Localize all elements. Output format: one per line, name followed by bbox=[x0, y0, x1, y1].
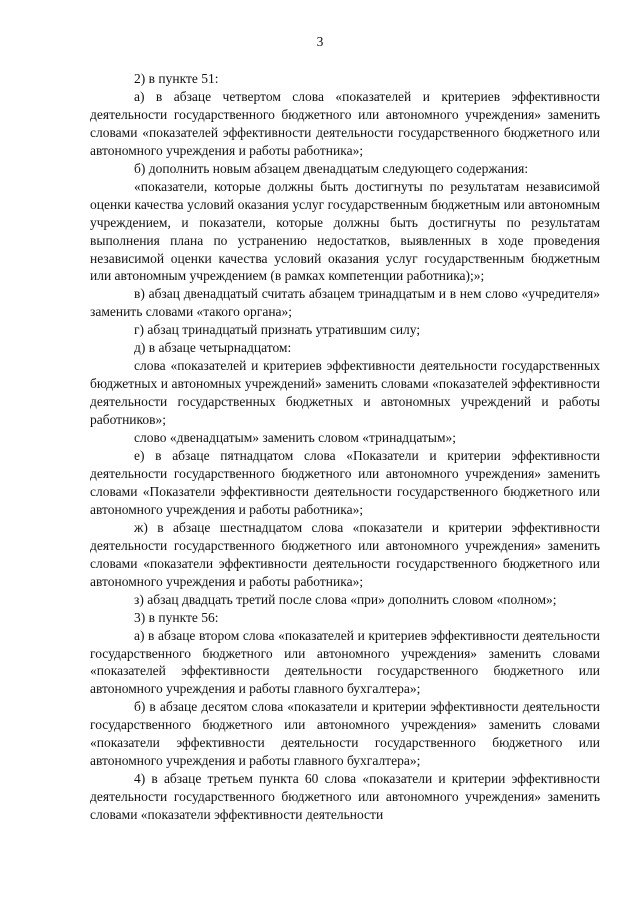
paragraph-subitem-g: г) абзац тринадцатый признать утратившим силу; bbox=[134, 322, 421, 338]
paragraph-subitem-z: з) абзац двадцать третий после слова «при» дополнить словом «полном»; bbox=[134, 591, 557, 607]
paragraph-subitem-a: а) в абзаце четвертом слова «показателей и критериев эффективности деятельности государственного бюджетного или автономного учреждения» заменить словами «показателей эффективности деятельности государственного бюджетного или автономного учреждения и работы работника»; bbox=[90, 88, 600, 158]
paragraph-word-replace: слово «двенадцатым» заменить словом «тринадцатым»; bbox=[134, 430, 457, 446]
paragraph-quoted-insert: «показатели, которые должны быть достигнуты по результатам независимой оценки качества условий оказания услуг государственным бюджетным или автономным учреждением, и показатели, которые должны быть достигнуты по результатам выполнения плана по устранению недостатков, выявленных в ходе проведения независимой оценки качества условий оказания услуг государственным бюджетным или автономным учреждением (в рамках компетенции работника);»; bbox=[90, 178, 600, 284]
paragraph-words-replace: слова «показателей и критериев эффективности деятельности государственных бюджетных и автономных учреждений» заменить словами «показателей эффективности деятельности государственных бюджетных и автономных учреждений и работы работников»; bbox=[90, 358, 600, 428]
document-body bbox=[90, 70, 600, 824]
page-number: 3 bbox=[316, 34, 324, 49]
paragraph-subitem-zh: ж) в абзаце шестнадцатом слова «показатели и критерии эффективности деятельности государственного бюджетного или автономного учреждения» заменить словами «показатели эффективности деятельности государственного бюджетного или автономного учреждения и работы работника»; bbox=[90, 519, 600, 589]
paragraph-subitem-e: е) в абзаце пятнадцатом слова «Показатели и критерии эффективности деятельности государственного бюджетного или автономного учреждения» заменить словами «Показатели эффективности деятельности государственного бюджетного или автономного учреждения и работы работника»; bbox=[90, 448, 600, 517]
paragraph-item-3: 3) в пункте 56: bbox=[134, 609, 219, 625]
paragraph-item-2: 2) в пункте 51: bbox=[134, 71, 219, 86]
paragraph-subitem-d: д) в абзаце четырнадцатом: bbox=[134, 340, 292, 356]
paragraph-subitem-v: в) абзац двенадцатый считать абзацем тринадцатым и в нем слово «учредителя» заменить словами «такого органа»; bbox=[90, 286, 600, 320]
paragraph-item-3-subitem-a: а) в абзаце втором слова «показателей и критериев эффективности деятельности государственного бюджетного или автономного учреждения» заменить словами «показателей эффективности деятельности государственного бюджетного или автономного учреждения и работы главного бухгалтера»; bbox=[90, 627, 600, 697]
paragraph-item-3-subitem-b: б) в абзаце десятом слова «показатели и критерии эффективности деятельности государственного бюджетного или автономного учреждения» заменить словами «показатели эффективности деятельности государственного бюджетного или автономного учреждения и работы главного бухгалтера»; bbox=[90, 699, 600, 769]
paragraph-subitem-b: б) дополнить новым абзацем двенадцатым следующего содержания: bbox=[134, 160, 529, 176]
paragraph-item-4: 4) в абзаце третьем пункта 60 слова «показатели и критерии эффективности деятельности государственного бюджетного или автономного учреждения» заменить словами «показатели эффективности деятельности bbox=[90, 771, 600, 823]
